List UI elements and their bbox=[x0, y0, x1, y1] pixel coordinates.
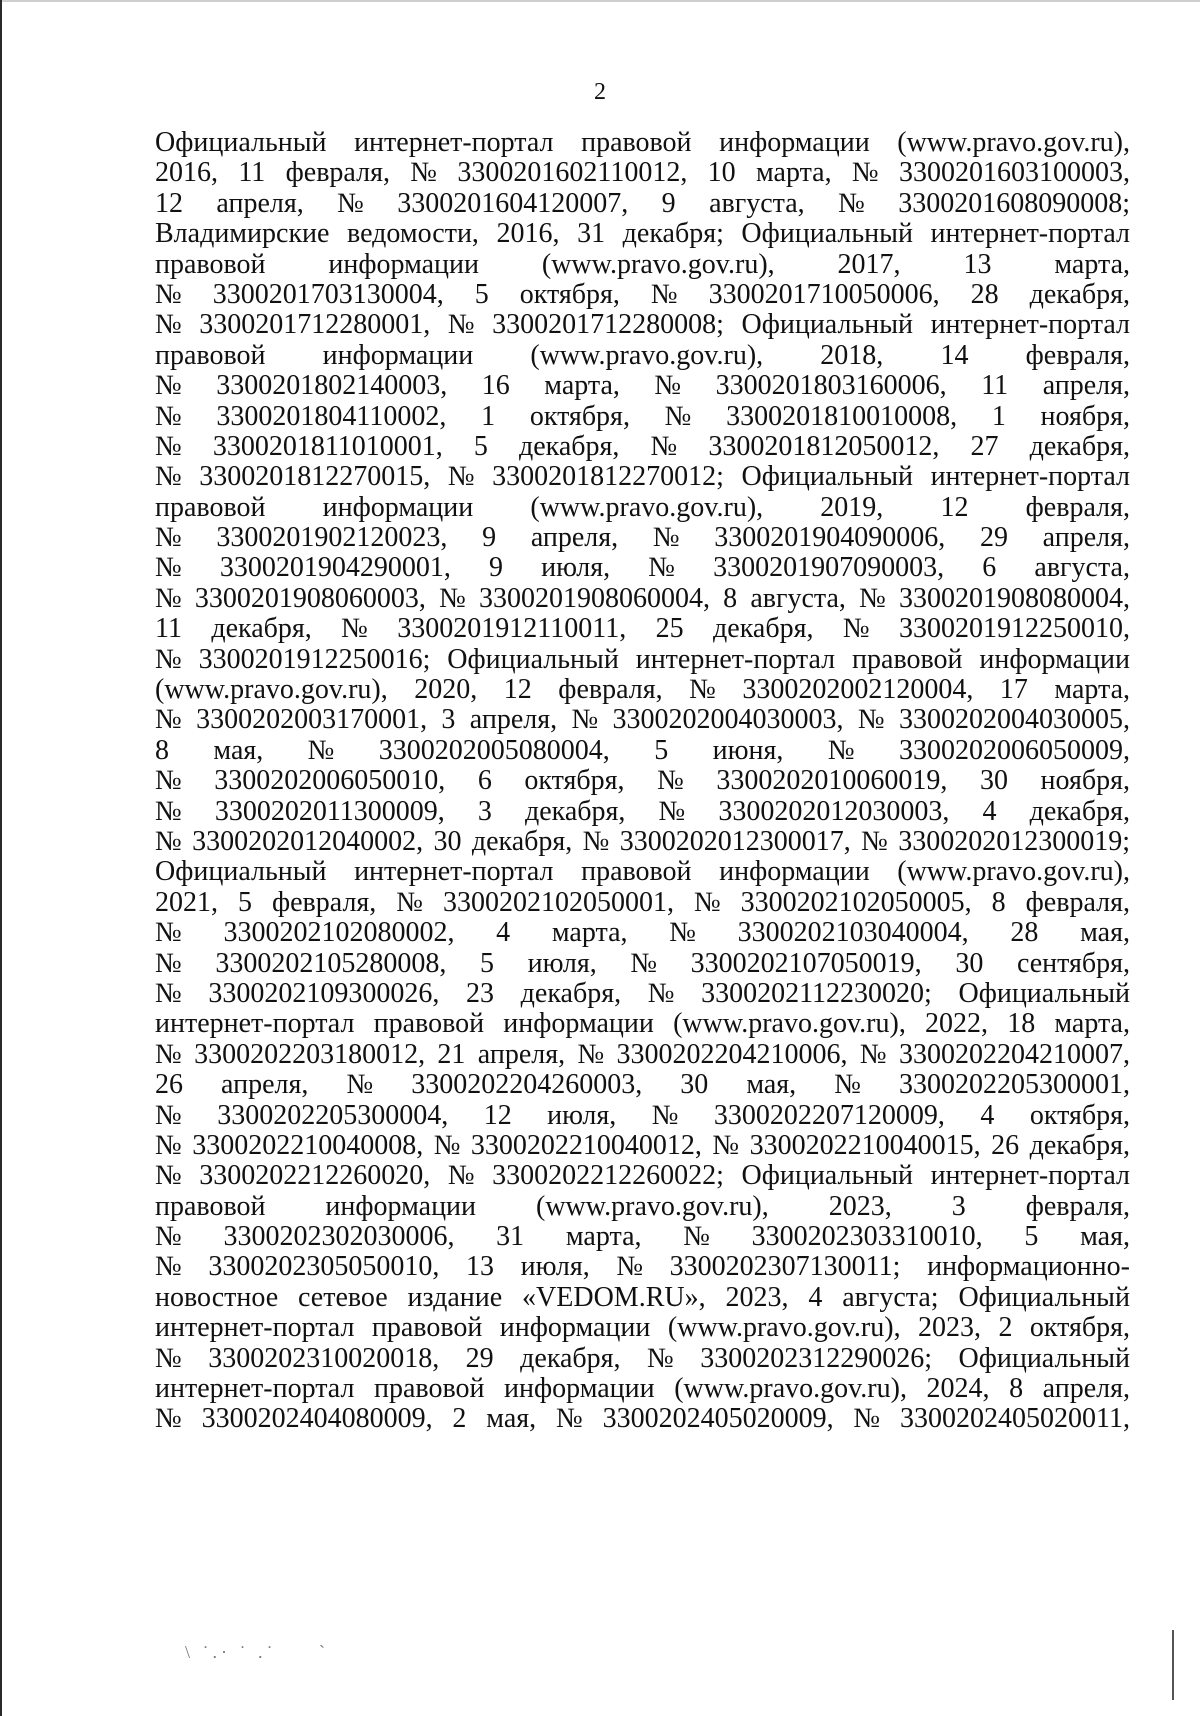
scan-edge-left bbox=[0, 0, 2, 1716]
body-line: 11 декабря, № 3300201912110011, 25 декабря, № 3300201912250010, bbox=[155, 613, 1130, 645]
body-line: № 3300202310020018, 29 декабря, № 3300202312290026; Официальный bbox=[155, 1342, 1130, 1374]
document-body bbox=[155, 128, 1130, 1588]
body-line: 26 апреля, № 3300202204260003, 30 мая, № 3300202205300001, bbox=[155, 1069, 1130, 1101]
body-line: № 3300202003170001, 3 апреля, № 3300202004030003, № 3300202004030005, bbox=[155, 704, 1130, 736]
body-line: 2016, 11 февраля, № 3300201602110012, 10 марта, № 3300201603100003, bbox=[155, 157, 1130, 189]
scan-edge-top bbox=[0, 0, 1200, 2]
page-number: 2 bbox=[594, 79, 606, 105]
body-line: № 3300202212260020, № 3300202212260022; Официальный интернет-портал bbox=[155, 1160, 1130, 1192]
body-line: интернет-портал правовой информации (www.pravo.gov.ru), 2024, 8 апреля, bbox=[155, 1373, 1130, 1405]
scan-edge-right bbox=[1172, 1630, 1174, 1700]
body-line: № 3300201912250016; Официальный интернет-портал правовой информации bbox=[155, 643, 1130, 675]
body-line: № 3300202109300026, 23 декабря, № 3300202112230020; Официальный bbox=[155, 977, 1130, 1009]
body-line: № 3300202404080009, 2 мая, № 3300202405020009, № 3300202405020011, bbox=[155, 1403, 1130, 1435]
body-line: № 3300201908060003, № 3300201908060004, 8 августа, № 3300201908080004, bbox=[155, 582, 1130, 614]
body-line: № 3300201811010001, 5 декабря, № 3300201812050012, 27 декабря, bbox=[155, 430, 1130, 462]
body-line: № 3300202102080002, 4 марта, № 3300202103040004, 28 мая, bbox=[155, 917, 1130, 949]
body-line: Официальный интернет-портал правовой информации (www.pravo.gov.ru), bbox=[155, 856, 1130, 888]
body-line: интернет-портал правовой информации (www.pravo.gov.ru), 2023, 2 октября, bbox=[155, 1312, 1130, 1344]
body-line: 8 мая, № 3300202005080004, 5 июня, № 3300202006050009, bbox=[155, 734, 1130, 766]
body-line: № 3300202203180012, 21 апреля, № 3300202204210006, № 3300202204210007, bbox=[155, 1038, 1130, 1070]
body-line: Владимирские ведомости, 2016, 31 декабря; Официальный интернет-портал bbox=[155, 218, 1130, 250]
body-line: правовой информации (www.pravo.gov.ru), 2023, 3 февраля, bbox=[155, 1190, 1130, 1222]
body-line: № 3300202205300004, 12 июля, № 3300202207120009, 4 октября, bbox=[155, 1099, 1130, 1131]
body-line: (www.pravo.gov.ru), 2020, 12 февраля, № 3300202002120004, 17 марта, bbox=[155, 674, 1130, 706]
body-line: интернет-портал правовой информации (www.pravo.gov.ru), 2022, 18 марта, bbox=[155, 1008, 1130, 1040]
body-line: № 3300201904290001, 9 июля, № 3300201907090003, 6 августа, bbox=[155, 552, 1130, 584]
body-line: № 3300202105280008, 5 июля, № 3300202107050019, 30 сентября, bbox=[155, 947, 1130, 979]
body-line: правовой информации (www.pravo.gov.ru), 2019, 12 февраля, bbox=[155, 491, 1130, 523]
body-line: № 3300202302030006, 31 марта, № 3300202303310010, 5 мая, bbox=[155, 1221, 1130, 1253]
body-line: Официальный интернет-портал правовой информации (www.pravo.gov.ru), bbox=[155, 128, 1130, 158]
body-line: № 3300201703130004, 5 октября, № 3300201710050006, 28 декабря, bbox=[155, 278, 1130, 310]
scan-artifact: \ ˙.· ˙ .˙ ˋ bbox=[185, 1642, 329, 1662]
body-line: 2021, 5 февраля, № 3300202102050001, № 3300202102050005, 8 февраля, bbox=[155, 886, 1130, 918]
body-line: № 3300201902120023, 9 апреля, № 3300201904090006, 29 апреля, bbox=[155, 522, 1130, 554]
body-line: № 3300202011300009, 3 декабря, № 3300202012030003, 4 декабря, bbox=[155, 795, 1130, 827]
body-line: 12 апреля, № 3300201604120007, 9 августа, № 3300201608090008; bbox=[155, 187, 1130, 219]
body-line: № 3300201804110002, 1 октября, № 3300201810010008, 1 ноября, bbox=[155, 400, 1130, 432]
body-line: № 3300202006050010, 6 октября, № 3300202010060019, 30 ноября, bbox=[155, 765, 1130, 797]
body-line: № 3300202012040002, 30 декабря, № 3300202012300017, № 3300202012300019; bbox=[155, 825, 1130, 857]
body-line: правовой информации (www.pravo.gov.ru), 2018, 14 февраля, bbox=[155, 339, 1130, 371]
body-line: № 3300202305050010, 13 июля, № 3300202307130011; информационно- bbox=[155, 1251, 1130, 1283]
body-line: № 3300201802140003, 16 марта, № 3300201803160006, 11 апреля, bbox=[155, 370, 1130, 402]
body-line: № 3300202210040008, № 3300202210040012, № 3300202210040015, 26 декабря, bbox=[155, 1129, 1130, 1161]
body-line: № 3300201812270015, № 3300201812270012; Официальный интернет-портал bbox=[155, 461, 1130, 493]
body-line: правовой информации (www.pravo.gov.ru), 2017, 13 марта, bbox=[155, 248, 1130, 280]
body-line: № 3300201712280001, № 3300201712280008; Официальный интернет-портал bbox=[155, 309, 1130, 341]
body-line: новостное сетевое издание «VEDOM.RU», 2023, 4 августа; Официальный bbox=[155, 1281, 1130, 1313]
